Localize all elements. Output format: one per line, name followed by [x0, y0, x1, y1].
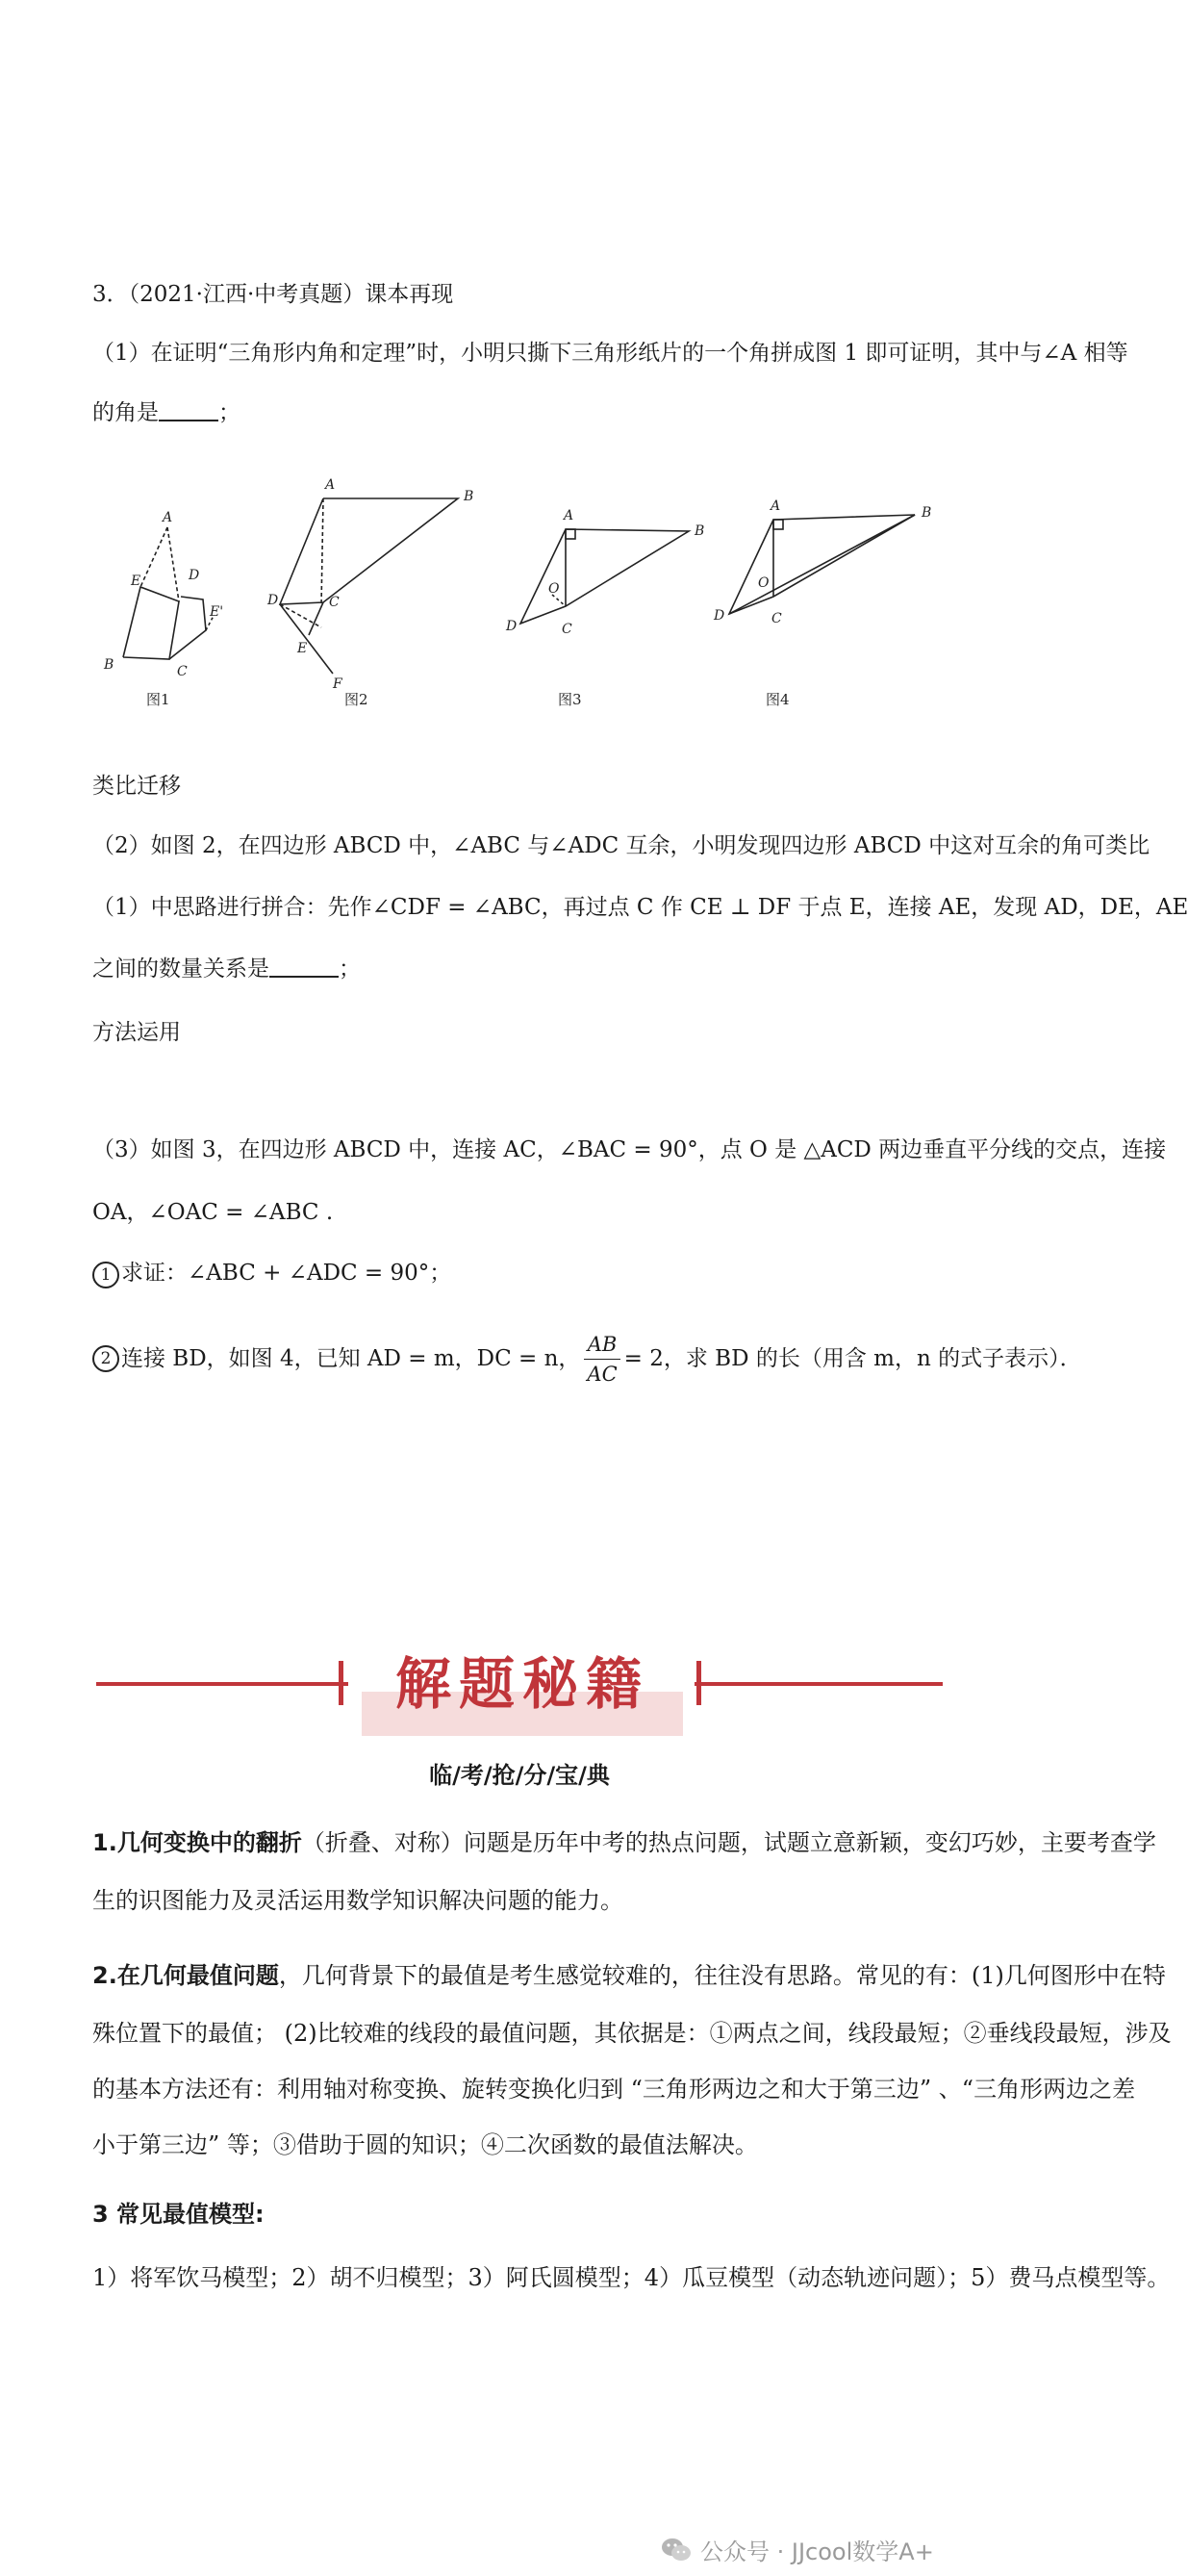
answer-blank-1 — [159, 398, 218, 421]
svg-text:O: O — [548, 581, 560, 597]
watermark — [660, 2533, 934, 2566]
tip-1-heading: 1.几何变换中的翻折 — [92, 1829, 302, 1856]
svg-text:D: D — [506, 619, 518, 634]
svg-text:A: A — [163, 510, 173, 525]
svg-text:C: C — [771, 611, 782, 626]
part2-line3 — [92, 953, 361, 985]
subquestion-2-pre: 连接 BD，如图 4，已知 AD = m，DC = n， — [121, 1346, 581, 1371]
figure-3-caption: 图3 — [558, 691, 582, 708]
figure-3 — [505, 508, 704, 708]
tip-2-line3: 的基本方法还有：利用轴对称变换、旋转变换化归到 “三角形两边之和大于第三边” 、“三角形两边之差 — [92, 2076, 1136, 2103]
svg-text:O: O — [758, 575, 770, 591]
svg-text:B: B — [104, 657, 114, 673]
part3-line1: （3）如图 3，在四边形 ABCD 中，连接 AC，∠BAC = 90°，点 O 是 △ACD 两边垂直平分线的交点，连接 — [92, 1137, 1167, 1162]
svg-text:E': E' — [210, 604, 224, 620]
figure-4-caption: 图4 — [766, 691, 790, 708]
fraction-denominator: AC — [587, 1362, 618, 1386]
figure-1 — [103, 510, 223, 708]
banner-title: 解题秘籍 — [394, 1651, 649, 1717]
tip-2-heading: 2.在几何最值问题 — [92, 1962, 279, 1989]
circled-number-1: 1 — [92, 1262, 119, 1288]
svg-text:B: B — [695, 523, 705, 539]
svg-text:D: D — [714, 608, 725, 624]
tip-1-line2: 生的识图能力及灵活运用数学知识解决问题的能力。 — [92, 1887, 623, 1914]
subquestion-1-text: 求证：∠ABC + ∠ADC = 90°； — [121, 1261, 452, 1286]
watermark-text: 公众号 · JJcool数学A+ — [700, 2538, 934, 2565]
tip-2-text: ，几何背景下的最值是考生感觉较难的，往往没有思路。常见的有：(1)几何图形中在特 — [278, 1962, 1166, 1989]
part3-line2: OA，∠OAC = ∠ABC . — [92, 1200, 334, 1225]
svg-text:F: F — [333, 676, 342, 692]
part1-line2-text: 的角是 — [92, 400, 159, 425]
ratio-fraction — [584, 1330, 619, 1389]
section-analogy: 类比迁移 — [92, 774, 181, 799]
subquestion-2 — [92, 1320, 1082, 1397]
figure-4 — [713, 498, 931, 708]
svg-text:A: A — [771, 498, 781, 514]
banner-subtitle: 临/考/抢/分/宝/典 — [429, 1762, 610, 1789]
part2-line3-tail: ； — [339, 956, 361, 982]
svg-text:B: B — [922, 505, 932, 521]
problem-header: 3．（2021·江西·中考真题）课本再现 — [92, 282, 454, 307]
wechat-icon — [660, 2536, 693, 2564]
part1-line2-tail: ； — [218, 400, 240, 425]
svg-text:E: E — [297, 641, 308, 656]
svg-text:D: D — [267, 593, 279, 608]
figure-1-caption: 图1 — [146, 691, 170, 708]
svg-text:A: A — [564, 508, 574, 523]
banner-rule-left — [96, 1682, 348, 1686]
figures-strip — [92, 462, 958, 722]
part2-line2: （1）中思路进行拼合：先作∠CDF = ∠ABC，再过点 C 作 CE ⊥ DF 于点 E，连接 AE，发现 AD，DE，AE — [92, 895, 1188, 920]
circled-number-2: 2 — [92, 1345, 119, 1372]
fraction-numerator: AB — [584, 1330, 619, 1360]
svg-text:C: C — [177, 664, 188, 679]
tip-2-line4: 小于第三边” 等；③借助于圆的知识；④二次函数的最值法解决。 — [92, 2131, 758, 2158]
svg-text:A: A — [325, 477, 336, 493]
svg-text:B: B — [464, 489, 474, 504]
banner-rule-right — [695, 1682, 943, 1686]
tip-2-line2: 殊位置下的最值； (2)比较难的线段的最值问题，其依据是：①两点之间，线段最短；②垂线段最短，涉及 — [92, 2020, 1172, 2047]
tip-3-line1: 1）将军饮马模型；2）胡不归模型；3）阿氏圆模型；4）瓜豆模型（动态轨迹问题）；5）费马点模型等。 — [92, 2264, 1171, 2291]
part2-line1: （2）如图 2，在四边形 ABCD 中，∠ABC 与∠ADC 互余，小明发现四边形 ABCD 中这对互余的角可类比 — [92, 833, 1150, 858]
subquestion-2-post: = 2，求 BD 的长（用含 m，n 的式子表示）． — [623, 1346, 1082, 1371]
section-method: 方法运用 — [92, 1020, 181, 1045]
svg-text:E: E — [131, 574, 141, 589]
banner-tick-left — [339, 1661, 343, 1705]
part2-line3-text: 之间的数量关系是 — [92, 956, 269, 982]
svg-text:C: C — [562, 622, 572, 637]
figure-2-caption: 图2 — [344, 691, 368, 708]
subquestion-1 — [92, 1257, 451, 1289]
svg-text:C: C — [329, 595, 340, 610]
tip-1-line1 — [92, 1821, 1156, 1865]
part1-line1: （1）在证明“三角形内角和定理”时，小明只撕下三角形纸片的一个角拼成图 1 即可证明，其中与∠A 相等 — [92, 341, 1128, 366]
tip-3-heading: 3 常见最值模型: — [92, 2201, 265, 2228]
answer-blank-2 — [269, 955, 339, 978]
svg-text:D: D — [189, 568, 200, 583]
tip-2-line1 — [92, 1953, 1166, 1998]
figure-2 — [266, 477, 473, 708]
tip-1-text: （折叠、对称）问题是历年中考的热点问题，试题立意新颖，变幻巧妙，主要考查学 — [301, 1829, 1156, 1856]
part1-line2 — [92, 396, 240, 429]
